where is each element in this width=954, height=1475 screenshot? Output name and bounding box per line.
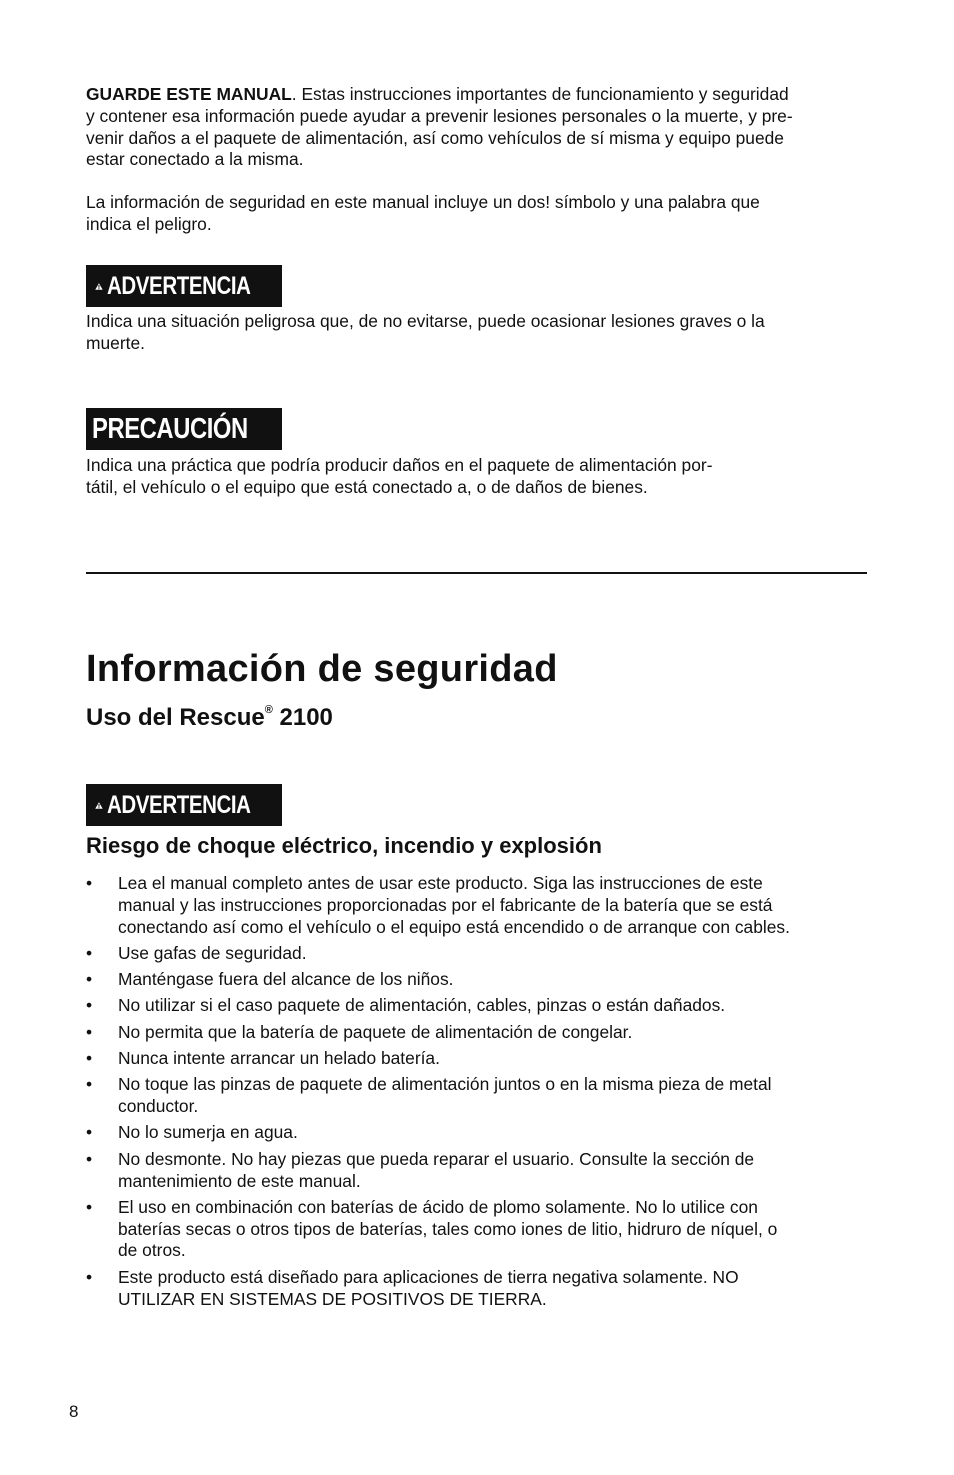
registered-mark: ® (264, 704, 273, 716)
warning-description (86, 311, 886, 355)
list-item-line: El uso en combinación con baterías de ácido de plomo solamente. No lo utilice con (118, 1196, 758, 1217)
list-item-line: conectando así como el vehículo o el equipo está encendido o de arranque con cables. (118, 916, 790, 937)
list-item-line: Este producto está diseñado para aplicaciones de tierra negativa solamente. NO (118, 1266, 739, 1287)
section-subtitle (86, 704, 333, 732)
risk-heading: Riesgo de choque eléctrico, incendio y explosión (86, 833, 602, 858)
intro-line: y contener esa información puede ayudar a prevenir lesiones personales o la muerte, y pre- (86, 105, 793, 126)
warning-triangle-icon (95, 273, 103, 300)
list-item-line: Lea el manual completo antes de usar este producto. Siga las instrucciones de este (118, 873, 763, 893)
list-item (86, 873, 871, 938)
bullet-mark: • (86, 995, 93, 1016)
bullet-mark: • (86, 1048, 93, 1069)
bullet-mark: • (86, 1196, 93, 1217)
page-number: 8 (69, 1402, 79, 1421)
caution-badge (86, 408, 282, 450)
subtitle-suffix: 2100 (272, 704, 333, 731)
warning-line: Indica una situación peligrosa que, de no evitarse, puede ocasionar lesiones graves o la (86, 311, 765, 331)
caution-badge-label: PRECAUCIÓN (92, 412, 248, 445)
intro-bold-lead: GUARDE ESTE MANUAL (86, 84, 292, 104)
info-line: La información de seguridad en este manual incluye un dos! símbolo y una palabra que (86, 192, 760, 212)
list-item-line: No permita que la batería de paquete de alimentación de congelar. (118, 1021, 633, 1042)
list-item-line: de otros. (118, 1240, 186, 1261)
warning-badge (86, 265, 282, 307)
list-item (86, 969, 871, 991)
bullet-mark: • (86, 1074, 93, 1095)
list-item-line: No utilizar si el caso paquete de alimentación, cables, pinzas o están dañados. (118, 995, 726, 1016)
list-item-line: Nunca intente arrancar un helado batería. (118, 1048, 440, 1069)
list-item (86, 1048, 871, 1070)
warning-badge (86, 784, 282, 826)
list-item-line: mantenimiento de este manual. (118, 1170, 361, 1191)
bullet-mark: • (86, 1148, 93, 1169)
caution-line: Indica una práctica que podría producir daños en el paquete de alimentación por- (86, 455, 713, 475)
list-item-line: conductor. (118, 1096, 199, 1117)
warning-triangle-icon (95, 792, 103, 819)
bullet-mark: • (86, 1122, 93, 1143)
list-item (86, 1267, 871, 1311)
subtitle-prefix: Uso del Rescue (86, 704, 265, 731)
list-item-line: manual y las instrucciones proporcionadas por el fabricante de la batería que se está (118, 894, 773, 915)
info-paragraph (86, 192, 886, 236)
warning-badge-label: ADVERTENCIA (106, 790, 251, 819)
caution-line: tátil, el vehículo o el equipo que está conectado a, o de daños de bienes. (86, 476, 648, 497)
warning-line: muerte. (86, 332, 145, 353)
intro-line: venir daños a el paquete de alimentación, así como vehículos de sí misma y equipo puede (86, 127, 784, 148)
list-item (86, 943, 871, 965)
bullet-mark: • (86, 1266, 93, 1287)
list-item (86, 1074, 871, 1118)
bullet-mark: • (86, 969, 93, 990)
info-line: indica el peligro. (86, 213, 212, 234)
list-item-line: Use gafas de seguridad. (118, 942, 307, 963)
section-divider (86, 572, 867, 574)
intro-line: . Estas instrucciones importantes de funcionamiento y seguridad (291, 84, 789, 104)
bullet-mark: • (86, 873, 93, 893)
intro-line: estar conectado a la misma. (86, 149, 304, 170)
bullet-mark: • (86, 1021, 93, 1042)
list-item (86, 1197, 871, 1262)
list-item (86, 1149, 871, 1193)
warning-badge-label: ADVERTENCIA (106, 271, 251, 300)
safety-bullet-list (86, 873, 871, 1315)
list-item-line: No lo sumerja en agua. (118, 1122, 298, 1143)
list-item-line: Manténgase fuera del alcance de los niños. (118, 969, 454, 990)
list-item-line: baterías secas o otros tipos de baterías, tales como iones de litio, hidruro de níquel, o (118, 1218, 778, 1239)
list-item-line: No toque las pinzas de paquete de alimentación juntos o en la misma pieza de metal (118, 1074, 772, 1095)
caution-description (86, 455, 886, 499)
section-title: Información de seguridad (86, 648, 558, 690)
list-item-line: No desmonte. No hay piezas que pueda reparar el usuario. Consulte la sección de (118, 1148, 755, 1169)
list-item (86, 995, 871, 1017)
list-item-line: UTILIZAR EN SISTEMAS DE POSITIVOS DE TIERRA. (118, 1288, 547, 1309)
list-item (86, 1122, 871, 1144)
list-item (86, 1022, 871, 1044)
bullet-mark: • (86, 942, 93, 963)
intro-paragraph (86, 84, 886, 171)
